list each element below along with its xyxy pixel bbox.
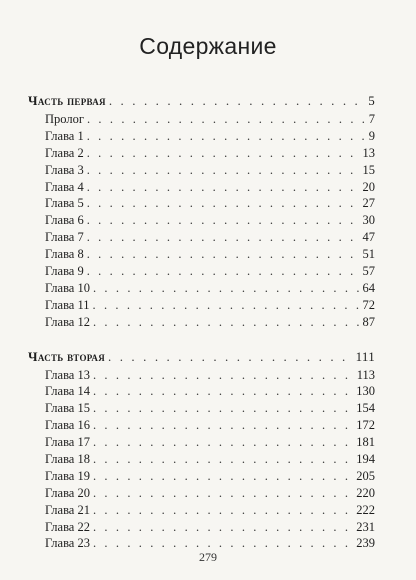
entry-page: 72 — [362, 297, 375, 312]
dot-leader — [93, 502, 353, 519]
entry-page: 87 — [362, 314, 375, 329]
entry-label: Глава 14 — [45, 384, 90, 399]
entry-page: 27 — [362, 196, 375, 211]
toc-entry — [28, 485, 375, 502]
dot-leader — [93, 367, 354, 384]
toc-entry — [28, 263, 375, 280]
entry-page: 30 — [362, 213, 375, 228]
entry-page: 154 — [356, 401, 375, 416]
toc-entry — [28, 519, 375, 536]
toc-entry — [28, 383, 375, 400]
toc-entry — [28, 367, 375, 384]
toc-entry — [28, 434, 375, 451]
entry-label: Глава 9 — [45, 264, 84, 279]
dot-leader — [93, 434, 353, 451]
entry-label: Глава 12 — [45, 314, 90, 329]
toc-entry — [28, 195, 375, 212]
entry-label: Глава 6 — [45, 213, 84, 228]
entry-page: 20 — [362, 179, 375, 194]
toc-entry — [28, 502, 375, 519]
entry-page: 239 — [356, 536, 375, 551]
entry-label: Глава 2 — [45, 145, 84, 160]
toc-entry — [28, 280, 375, 297]
toc-entry — [28, 212, 375, 229]
entry-page: 13 — [362, 145, 375, 160]
entry-label: Глава 20 — [45, 485, 90, 500]
entry-label: Глава 16 — [45, 418, 90, 433]
entry-page: 194 — [356, 452, 375, 467]
dot-leader — [87, 179, 360, 196]
dot-leader — [93, 451, 353, 468]
entry-page: 181 — [356, 435, 375, 450]
entry-label: Глава 22 — [45, 519, 90, 534]
dot-leader — [87, 145, 360, 162]
entry-label: Глава 7 — [45, 230, 84, 245]
entry-label: Глава 8 — [45, 247, 84, 262]
dot-leader — [93, 280, 360, 297]
entry-label: Глава 17 — [45, 435, 90, 450]
toc-part-one — [28, 93, 375, 109]
toc-entry — [28, 451, 375, 468]
part-label: Часть первая — [28, 93, 106, 108]
dot-leader — [87, 246, 360, 263]
entry-label: Глава 19 — [45, 468, 90, 483]
entry-label: Глава 11 — [45, 297, 90, 312]
dot-leader — [87, 195, 360, 212]
dot-leader — [93, 297, 360, 314]
entry-label: Глава 23 — [45, 536, 90, 551]
page-number: 279 — [199, 550, 217, 564]
entry-page: 172 — [356, 418, 375, 433]
part-page: 111 — [355, 348, 375, 364]
toc-entry — [28, 468, 375, 485]
dot-leader — [109, 93, 365, 109]
dot-leader — [93, 468, 353, 485]
entry-label: Глава 21 — [45, 502, 90, 517]
entry-page: 51 — [362, 247, 375, 262]
toc-entry — [28, 246, 375, 263]
dot-leader — [93, 417, 353, 434]
dot-leader — [93, 314, 360, 331]
entry-page: 130 — [356, 384, 375, 399]
dot-leader — [87, 229, 360, 246]
toc-entry — [28, 111, 375, 128]
entry-label: Пролог — [45, 112, 84, 126]
toc-part-two — [28, 349, 375, 365]
entry-page: 47 — [362, 230, 375, 245]
toc-entry — [28, 229, 375, 246]
entry-label: Глава 15 — [45, 401, 90, 416]
part-spacer — [28, 331, 375, 349]
entry-page: 7 — [368, 112, 375, 126]
dot-leader — [87, 162, 360, 179]
dot-leader — [93, 383, 353, 400]
toc-entry — [28, 128, 375, 145]
entry-page: 9 — [368, 128, 375, 143]
toc-entry — [28, 314, 375, 331]
toc-entry — [28, 162, 375, 179]
entry-page: 205 — [356, 468, 375, 483]
entry-label: Глава 5 — [45, 196, 84, 211]
page-title: Содержание — [139, 33, 277, 59]
entry-page: 57 — [362, 264, 375, 279]
entry-page: 231 — [356, 519, 375, 534]
dot-leader — [87, 212, 360, 229]
toc-entry — [28, 179, 375, 196]
entry-page: 64 — [362, 280, 375, 295]
entry-label: Глава 18 — [45, 452, 90, 467]
toc-entry — [28, 297, 375, 314]
entry-page: 15 — [362, 162, 375, 177]
part-page: 5 — [368, 93, 375, 108]
toc-entry — [28, 417, 375, 434]
dot-leader — [93, 485, 353, 502]
dot-leader — [93, 400, 353, 417]
dot-leader — [87, 128, 366, 145]
entry-page: 222 — [356, 502, 375, 517]
entry-label: Глава 3 — [45, 162, 84, 177]
table-of-contents — [28, 93, 375, 552]
dot-leader — [87, 111, 366, 128]
entry-label: Глава 1 — [45, 128, 84, 143]
entry-label: Глава 10 — [45, 280, 90, 295]
dot-leader — [108, 349, 353, 365]
toc-entry — [28, 145, 375, 162]
toc-entry — [28, 400, 375, 417]
dot-leader — [87, 263, 360, 280]
part-label: Часть вторая — [28, 348, 106, 364]
entry-page: 220 — [356, 485, 375, 500]
entry-label: Глава 13 — [45, 367, 90, 382]
entry-label: Глава 4 — [45, 179, 84, 194]
dot-leader — [93, 519, 353, 536]
entry-page: 113 — [356, 367, 375, 382]
